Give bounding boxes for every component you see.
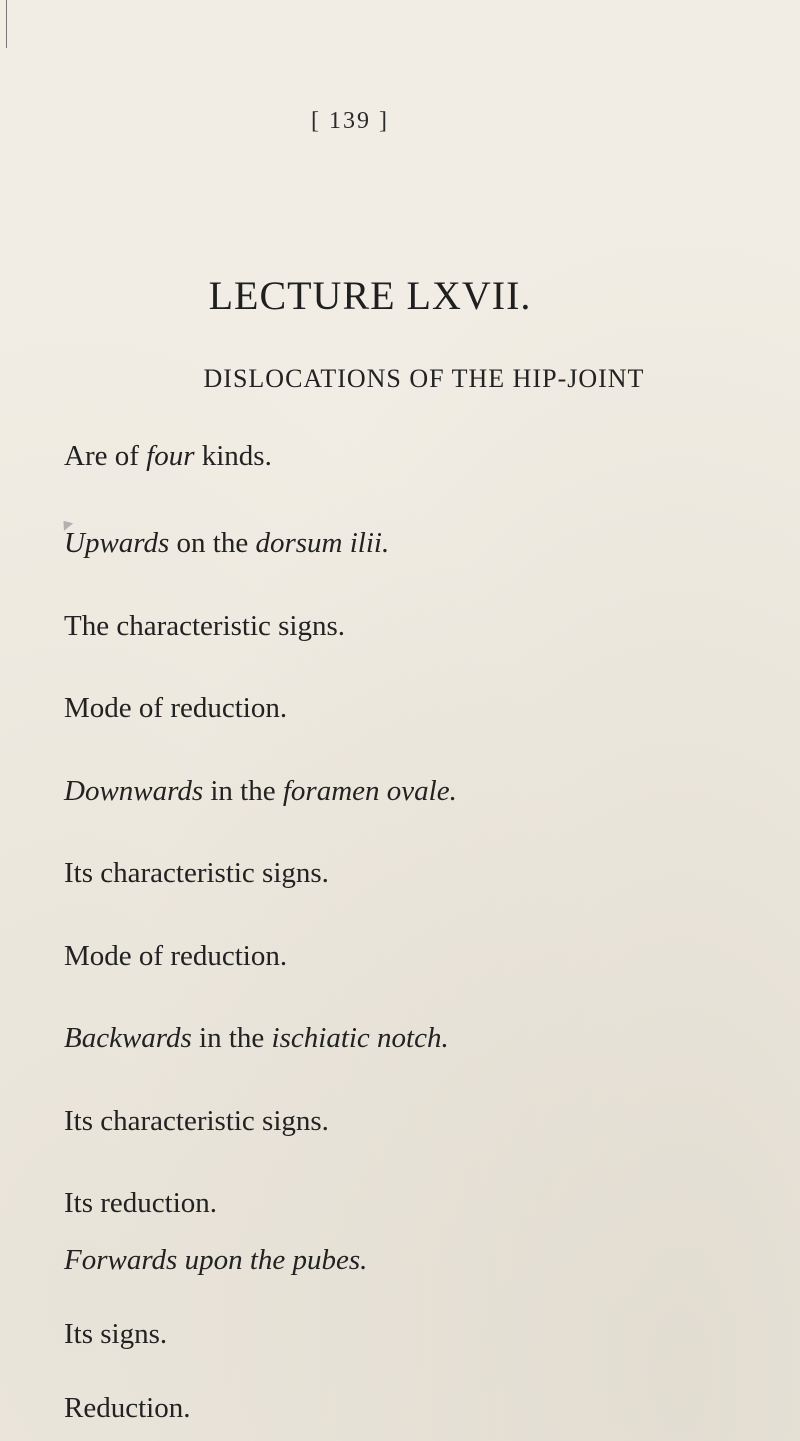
outline-line bbox=[64, 1392, 190, 1425]
outline-line bbox=[64, 1105, 329, 1138]
outline-text: on the bbox=[169, 527, 256, 559]
outline-line bbox=[64, 692, 287, 725]
outline-text: Its characteristic signs. bbox=[64, 1105, 329, 1137]
outline-line bbox=[64, 527, 389, 560]
outline-text: Its characteristic signs. bbox=[64, 857, 329, 889]
page-edge-line bbox=[0, 0, 7, 48]
outline-text: Downwards bbox=[64, 775, 204, 807]
outline-line bbox=[64, 440, 272, 473]
lecture-title: LECTURE LXVII. bbox=[208, 273, 532, 318]
page-number: [ 139 ] bbox=[311, 108, 389, 134]
outline-text: in the bbox=[203, 775, 283, 807]
section-subtitle: DISLOCATIONS OF THE HIP-JOINT bbox=[203, 364, 645, 393]
outline-line bbox=[64, 1318, 167, 1351]
outline-text: in the bbox=[191, 1022, 272, 1054]
outline-text: kinds. bbox=[194, 440, 272, 472]
outline-line bbox=[64, 1022, 449, 1055]
outline-text: Forwards upon the pubes. bbox=[64, 1244, 368, 1276]
outline-text: Reduction. bbox=[64, 1392, 191, 1424]
outline-text: foramen ovale. bbox=[282, 775, 457, 807]
outline-line bbox=[64, 610, 345, 643]
outline-text: dorsum ilii. bbox=[255, 527, 390, 559]
outline-text: Backwards bbox=[64, 1022, 192, 1054]
outline-text: ischiatic notch. bbox=[271, 1022, 449, 1054]
outline-line bbox=[64, 1244, 367, 1277]
outline-text: The characteristic signs. bbox=[64, 610, 346, 642]
outline-text: Upwards bbox=[64, 527, 170, 559]
outline-text: Are of bbox=[64, 440, 147, 472]
outline-text: Its reduction. bbox=[64, 1187, 218, 1219]
outline-text: Mode of reduction. bbox=[64, 940, 288, 972]
outline-text: four bbox=[146, 440, 195, 472]
outline-line bbox=[64, 857, 329, 890]
outline-line bbox=[64, 775, 457, 808]
outline-line bbox=[64, 940, 287, 973]
outline-text: Mode of reduction. bbox=[64, 692, 288, 724]
outline-line bbox=[64, 1187, 217, 1220]
outline-text: Its signs. bbox=[64, 1318, 168, 1350]
